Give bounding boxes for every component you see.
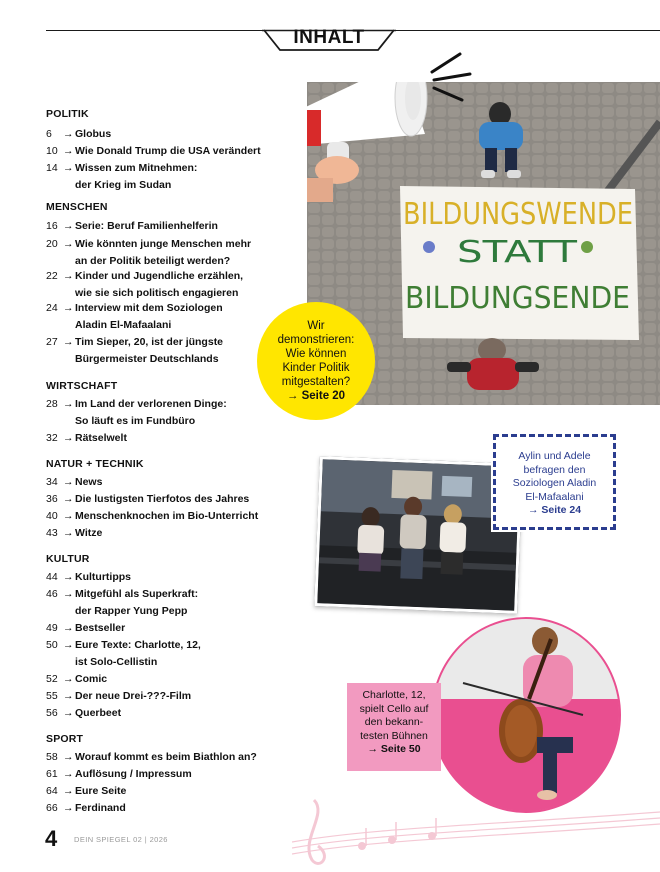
toc-title-line: Wie Donald Trump die USA verändert — [75, 145, 261, 157]
toc-title — [75, 749, 285, 766]
banner-line-3: BILDUNGSENDE — [405, 281, 630, 316]
toc-title-line: Menschenknochen im Bio-Unterricht — [75, 510, 259, 522]
banner-line-2: STATT — [457, 235, 578, 270]
toc-title — [75, 334, 285, 368]
toc-title-line: Auflösung / Impressum — [75, 768, 192, 780]
toc-page-number: 16 — [46, 220, 58, 232]
arrow-icon: → — [63, 622, 74, 634]
toc-title — [75, 268, 285, 302]
toc-title — [75, 236, 285, 270]
pink-line: testen Bühnen — [360, 729, 428, 742]
toc-title-line: Worauf kommt es beim Biathlon an? — [75, 751, 257, 763]
music-notes-decoration — [292, 790, 660, 872]
stamp-line: Aylin und Adele — [518, 450, 591, 462]
arrow-icon: → — [63, 336, 74, 348]
toc-title-line: Mitgefühl als Superkraft: — [75, 588, 199, 600]
header-rule-right — [392, 30, 660, 31]
section-heading: KULTUR — [46, 553, 90, 565]
toc-page-number: 56 — [46, 707, 58, 719]
toc-title-line: Bürgermeister Deutschlands — [75, 353, 219, 365]
toc-title — [75, 569, 285, 586]
arrow-icon: → — [63, 751, 74, 763]
toc-title-line: Bestseller — [75, 622, 126, 634]
toc-title-line: der Rapper Yung Pepp — [75, 605, 188, 617]
toc-title-line: wie sie sich politisch engagieren — [75, 287, 239, 299]
cello-scene — [433, 619, 621, 813]
arrow-icon: → — [63, 238, 74, 250]
arrow-icon: → — [63, 707, 74, 719]
section-heading: WIRTSCHAFT — [46, 380, 118, 392]
sticker-line: mitgestalten? — [281, 376, 351, 388]
toc-title — [75, 218, 285, 235]
interview-scene — [317, 459, 519, 610]
arrow-icon: → — [63, 493, 74, 505]
toc-title-line: Interview mit dem Soziologen — [75, 302, 223, 314]
arrow-icon: → — [63, 270, 74, 282]
toc-page-number: 27 — [46, 336, 58, 348]
toc-title — [75, 474, 285, 491]
pink-line: den bekann- — [364, 716, 424, 728]
arrow-icon: → — [63, 220, 74, 232]
section-heading: SPORT — [46, 733, 84, 745]
toc-title-line: Ferdinand — [75, 802, 126, 814]
arrow-icon: → — [63, 145, 74, 157]
arrow-icon: → — [63, 128, 74, 140]
header-rule-left — [46, 30, 266, 31]
arrow-icon: → — [63, 527, 74, 539]
toc-page-number: 24 — [46, 302, 58, 314]
arrow-icon: → — [63, 302, 74, 314]
toc-title-line: Die lustigsten Tierfotos des Jahres — [75, 493, 250, 505]
stamp-line: Soziologen Aladin — [512, 477, 597, 489]
toc-page-number: 66 — [46, 802, 58, 814]
toc-title-line: Eure Texte: Charlotte, 12, — [75, 639, 201, 651]
toc-title-line: Kulturtipps — [75, 571, 131, 583]
toc-title — [75, 160, 285, 194]
toc-title — [75, 143, 285, 160]
toc-page-number: 61 — [46, 768, 58, 780]
callout-stamp-interview[interactable] — [493, 434, 616, 530]
toc-title-line: Globus — [75, 128, 112, 140]
toc-title — [75, 766, 285, 783]
toc-title-line: News — [75, 476, 103, 488]
toc-title-line: Der neue Drei-???-Film — [75, 690, 192, 702]
toc-title-line: Wie könnten junge Menschen mehr — [75, 238, 252, 250]
section-heading: NATUR + TECHNIK — [46, 458, 144, 470]
toc-title-line: der Krieg im Sudan — [75, 179, 172, 191]
magazine-issue: DEIN SPIEGEL 02 | 2026 — [74, 835, 168, 844]
toc-page-number: 49 — [46, 622, 58, 634]
arrow-icon: → — [63, 476, 74, 488]
arrow-icon: → — [63, 785, 74, 797]
toc-page-number: 58 — [46, 751, 58, 763]
toc-page-number: 14 — [46, 162, 58, 174]
toc-title — [75, 508, 285, 525]
toc-title-line: Rätselwelt — [75, 432, 127, 444]
toc-title — [75, 783, 285, 800]
sticker-line: Kinder Politik — [282, 362, 350, 374]
toc-title — [75, 671, 285, 688]
toc-title-line: Eure Seite — [75, 785, 127, 797]
toc-title — [75, 525, 285, 542]
toc-page-number: 52 — [46, 673, 58, 685]
toc-title-line: Im Land der verlorenen Dinge: — [75, 398, 227, 410]
section-heading: MENSCHEN — [46, 201, 108, 213]
treble-clef-icon — [309, 800, 325, 863]
sticker-line: demonstrieren: — [277, 334, 355, 346]
toc-page-number: 22 — [46, 270, 58, 282]
toc-page-number: 34 — [46, 476, 58, 488]
toc-page-number: 43 — [46, 527, 58, 539]
toc-title — [75, 586, 285, 620]
toc-page-number: 64 — [46, 785, 58, 797]
toc-title — [75, 430, 285, 447]
toc-title — [75, 396, 285, 430]
toc-page-number: 10 — [46, 145, 58, 157]
pink-link[interactable]: → Seite 50 — [367, 743, 421, 755]
arrow-icon: → — [63, 588, 74, 600]
toc-page-number: 55 — [46, 690, 58, 702]
toc-page-number: 20 — [46, 238, 58, 250]
toc-title-line: Aladin El-Mafaalani — [75, 319, 172, 331]
sticker-link[interactable]: → Seite 20 — [286, 390, 346, 402]
sound-lines-icon — [428, 50, 474, 104]
arrow-icon: → — [63, 673, 74, 685]
toc-title-line: Witze — [75, 527, 103, 539]
arrow-icon: → — [63, 432, 74, 444]
toc-page-number: 40 — [46, 510, 58, 522]
toc-page-number: 46 — [46, 588, 58, 600]
toc-title — [75, 688, 285, 705]
arrow-icon: → — [63, 639, 74, 651]
toc-page-number: 32 — [46, 432, 58, 444]
toc-title — [75, 705, 285, 722]
toc-title-line: ist Solo-Cellistin — [75, 656, 158, 668]
arrow-icon: → — [63, 768, 74, 780]
toc-page-number: 36 — [46, 493, 58, 505]
toc-page-number: 44 — [46, 571, 58, 583]
page-number: 4 — [45, 826, 58, 851]
toc-title-line: Kinder und Jugendliche erzählen, — [75, 270, 244, 282]
arrow-icon: → — [63, 690, 74, 702]
toc-title-line: Querbeet — [75, 707, 122, 719]
toc-title-line: an der Politik beteiligt werden? — [75, 255, 231, 267]
cello-photo — [431, 617, 621, 813]
sticker-line: Wir — [307, 320, 325, 332]
section-heading: POLITIK — [46, 108, 89, 120]
arrow-icon: → — [63, 162, 74, 174]
arrow-icon: → — [63, 571, 74, 583]
arrow-icon: → — [63, 802, 74, 814]
pink-line: Charlotte, 12, — [362, 689, 426, 701]
toc-title — [75, 300, 285, 334]
pink-line: spielt Cello auf — [359, 702, 429, 715]
arrow-icon: → — [63, 398, 74, 410]
toc-title-line: Serie: Beruf Familienhelferin — [75, 220, 218, 232]
toc-page-number: 6 — [46, 128, 52, 140]
interview-photo — [314, 456, 523, 614]
page-title: INHALT — [293, 27, 365, 48]
toc-title-line: Wissen zum Mitnehmen: — [75, 162, 198, 174]
toc-title — [75, 800, 285, 817]
toc-title-line: Tim Sieper, 20, ist der jüngste — [75, 336, 224, 348]
sticker-line: Wie können — [285, 348, 347, 360]
toc-page-number: 28 — [46, 398, 58, 410]
arrow-icon: → — [63, 510, 74, 522]
toc-title — [75, 126, 285, 143]
toc-title-line: Comic — [75, 673, 108, 685]
stamp-line: El-Mafaalani — [525, 490, 584, 503]
toc-title — [75, 491, 285, 508]
toc-page-number: 50 — [46, 639, 58, 651]
callout-sticker-politics[interactable] — [257, 302, 375, 420]
toc-title — [75, 637, 285, 671]
banner-line-1: BILDUNGSWENDE — [403, 197, 633, 232]
callout-box-cello[interactable] — [347, 683, 441, 771]
toc-title — [75, 620, 285, 637]
stamp-link[interactable]: → Seite 24 — [527, 504, 582, 516]
toc-title-line: So läuft es im Fundbüro — [75, 415, 196, 427]
stamp-line: befragen den — [523, 463, 586, 476]
